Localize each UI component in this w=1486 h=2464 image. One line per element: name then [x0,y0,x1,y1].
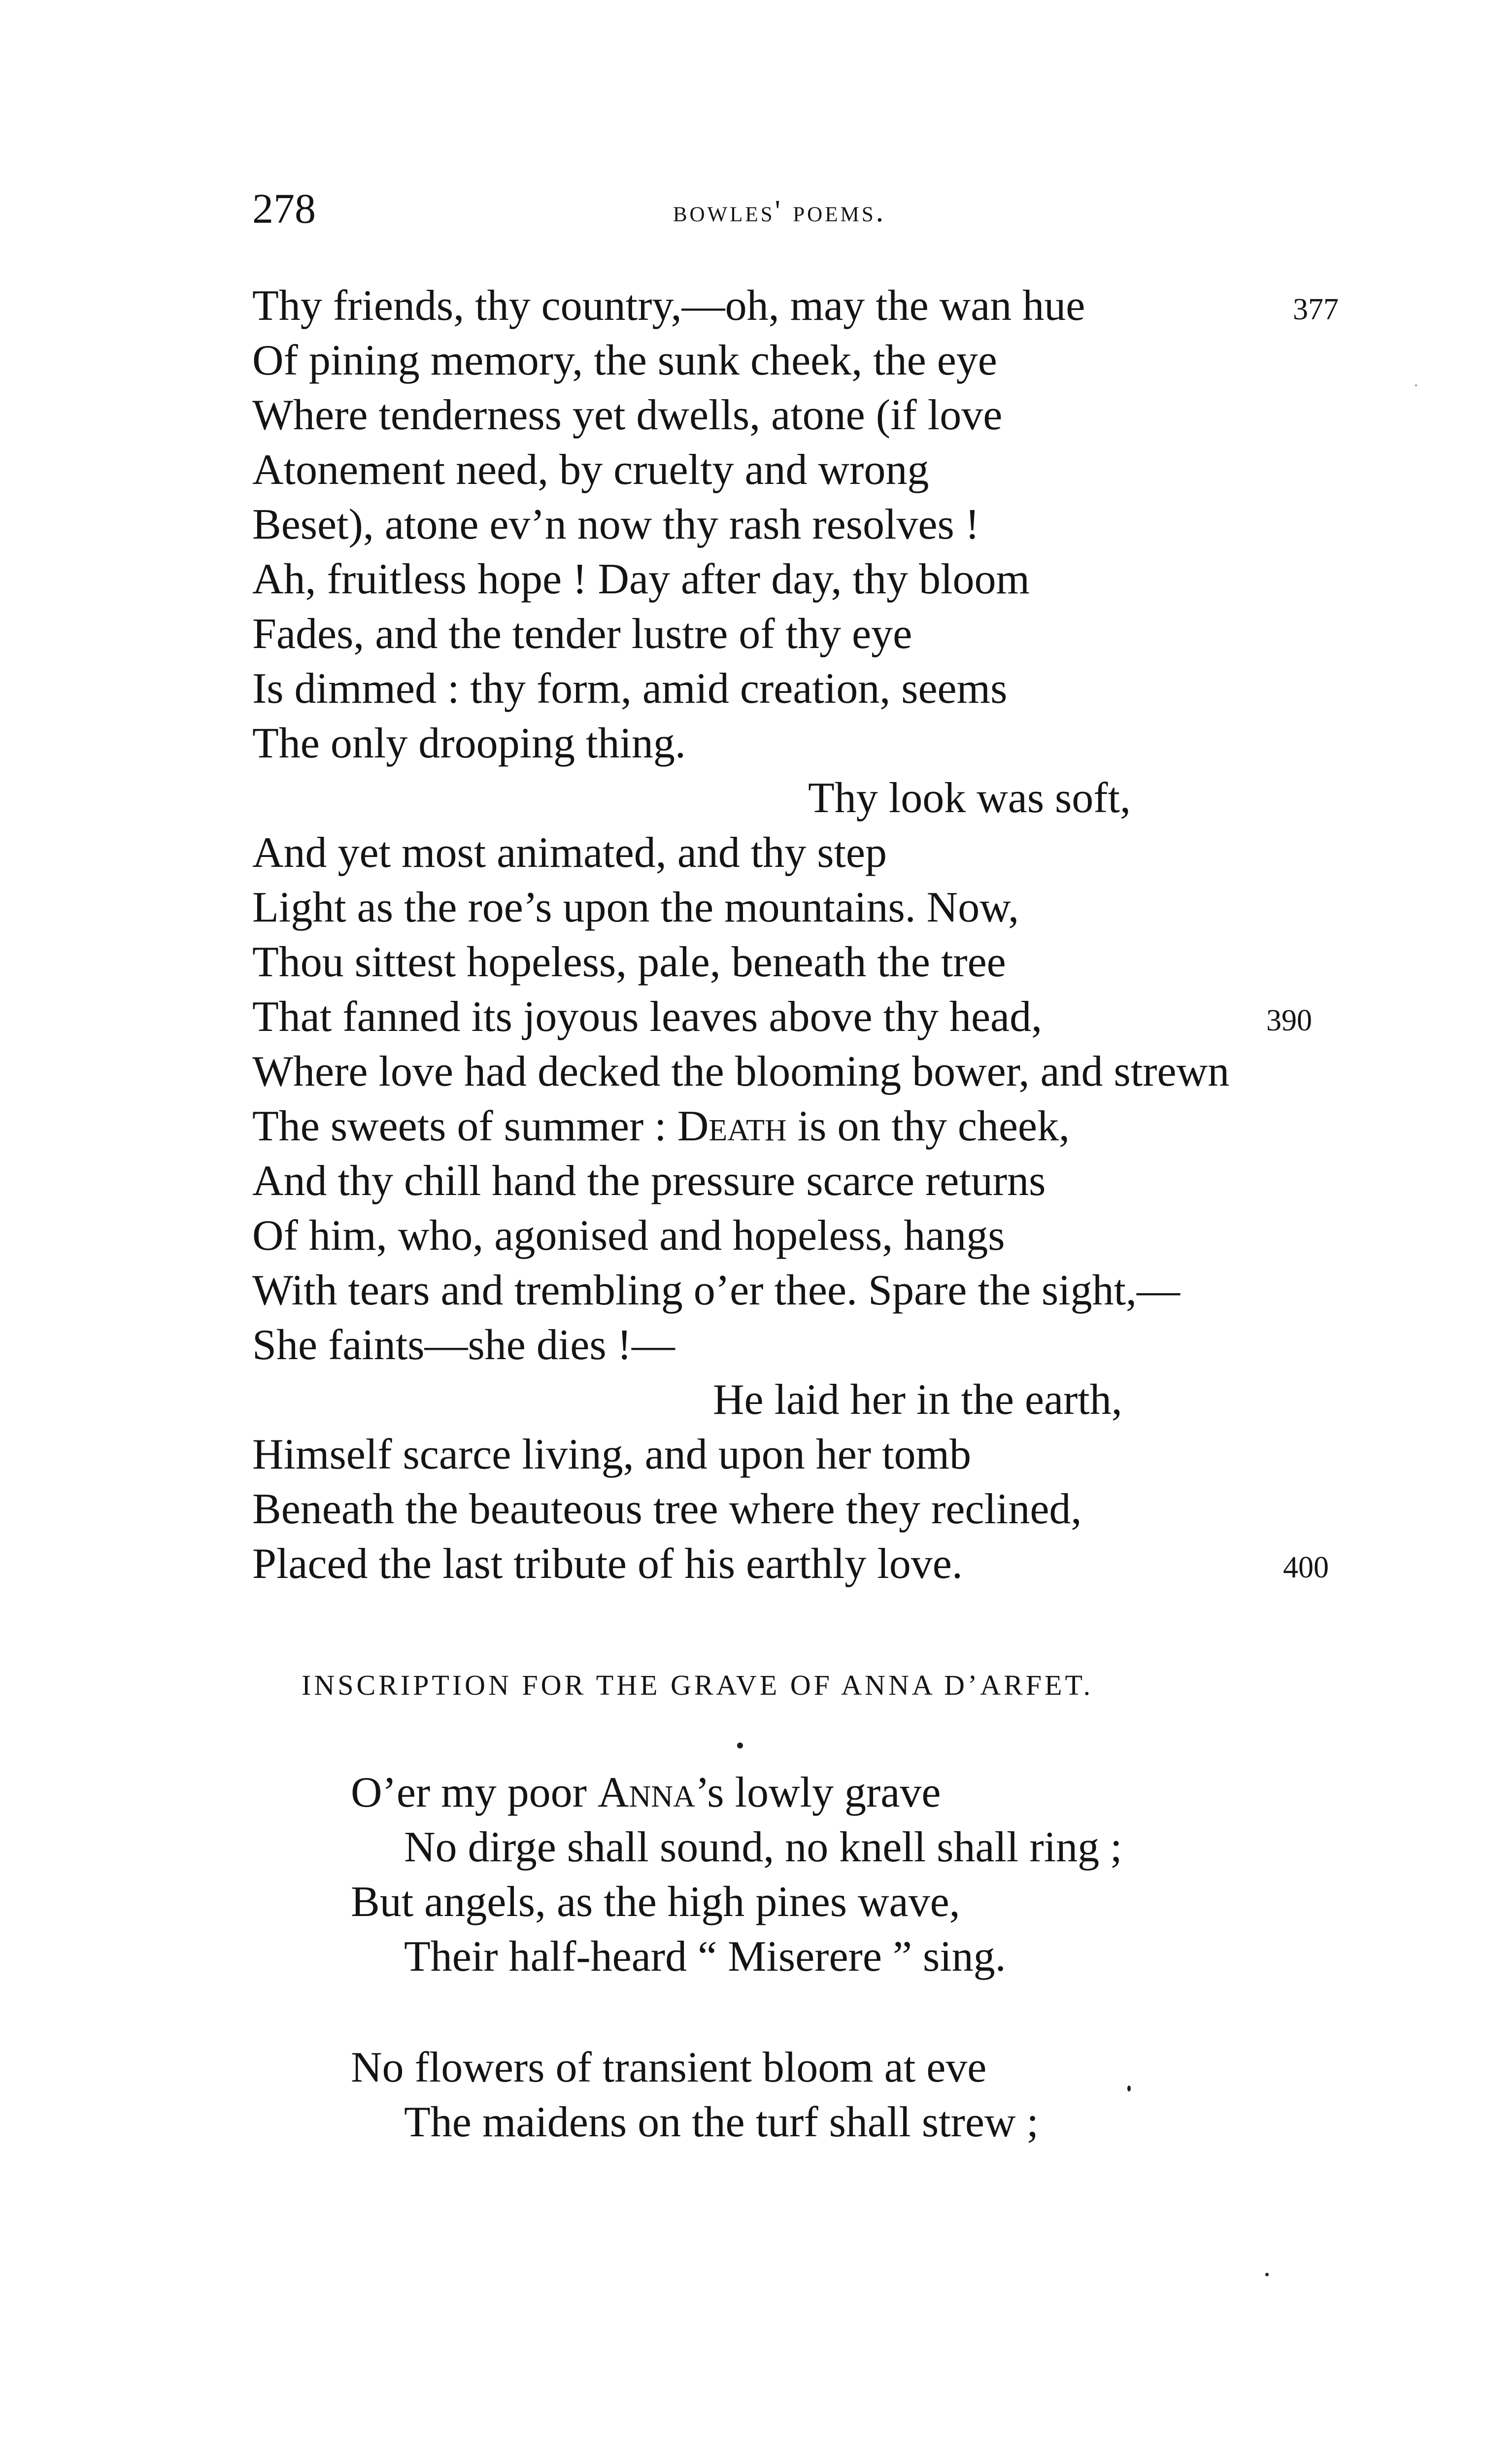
ink-speck [1415,384,1417,386]
verse-line-text: Himself scarce living, and upon her tomb [252,1431,971,1478]
stanza-line [351,1929,1336,1984]
verse-line-text: Light as the roe’s upon the mountains. Now, [252,884,1019,931]
verse-line [252,497,1317,552]
verse-line-text: Ah, fruitless hope ! Day after day, thy bloom [252,555,1030,603]
verse-line-text: is on thy cheek, [786,1102,1070,1150]
verse-line-text: That fanned its joyous leaves above thy head, [252,993,1043,1041]
verse-line-text: Atonement need, by cruelty and wrong [252,446,929,494]
verse-line [252,661,1317,716]
verse-line-text: Of pining memory, the sunk cheek, the eye [252,337,997,384]
verse-line [252,825,1317,880]
verse-line [252,990,1317,1044]
verse-line-text: She faints—she dies !— [252,1321,675,1369]
verse-line-text: Where tenderness yet dwells, atone (if love [252,391,1003,439]
verse-line [252,1263,1317,1318]
verse-line-text: The sweets of summer : [252,1102,677,1150]
verse-line-text: Thy look was soft, [808,774,1131,822]
page-number: 278 [252,185,316,232]
verse-line-text: Is dimmed : thy form, amid creation, seems [252,665,1008,713]
verse-line [252,278,1339,333]
line-number: 377 [1293,293,1339,326]
verse-line [252,716,1317,771]
small-caps-word: Anna [597,1769,695,1816]
running-title: bowles' poems. [673,195,886,228]
verse-line [252,607,1317,661]
ink-speck [1127,2086,1131,2091]
verse-line [252,388,1317,443]
ink-speck [1265,2273,1269,2276]
verse-line-text: Thou sittest hopeless, pale, beneath the tree [252,938,1006,986]
stanza-line-text: The maidens on the turf shall strew ; [404,2098,1039,2146]
verse-line [252,880,1317,935]
stanza-line [351,1875,1336,1929]
section-title: INSCRIPTION FOR THE GRAVE OF ANNA D’ARFET. [302,1669,1094,1701]
verse-line [252,1154,1317,1208]
stanza-line-text: Their half-heard “ Miserere ” sing. [404,1933,1006,1981]
ink-speck [737,1743,743,1748]
stanza-line-text: But angels, as the high pines wave, [351,1878,960,1926]
verse-line-text: And thy chill hand the pressure scarce returns [252,1157,1046,1205]
poem-verse [252,278,1339,1591]
stanza-line-text: No dirge shall sound, no knell shall ring ; [404,1823,1122,1871]
verse-line [252,1482,1317,1537]
stanza-1 [351,1765,1336,1984]
verse-line-text: And yet most animated, and thy step [252,829,887,877]
stanza-line [351,1765,1336,1820]
verse-line-text: Of him, who, agonised and hopeless, hangs [252,1212,1005,1260]
verse-line-text: With tears and trembling o’er thee. Spare the sight,— [252,1266,1181,1314]
verse-line [252,1099,1317,1154]
verse-line-text: Fades, and the tender lustre of thy eye [252,610,912,658]
verse-line-text: Thy friends, thy country,—oh, may the wan hue [252,282,1085,330]
small-caps-word: Death [677,1102,787,1150]
page-header [252,181,1307,236]
verse-line-text: Placed the last tribute of his earthly love. [252,1540,963,1588]
verse-line [252,1537,1329,1591]
stanza-line-text: O’er my poor [351,1769,598,1816]
line-number: 400 [1283,1551,1329,1584]
verse-line [252,1372,1317,1427]
stanza-line [351,2040,1336,2095]
verse-line [252,1318,1317,1372]
verse-line [252,771,1317,825]
stanza-2 [351,2040,1336,2150]
line-number: 390 [1266,1004,1312,1037]
verse-line [252,1044,1317,1099]
stanza-line [351,2095,1336,2150]
verse-line [252,552,1317,607]
verse-line-text: The only drooping thing. [252,719,686,767]
verse-line-text: Beneath the beauteous tree where they reclined, [252,1485,1082,1533]
verse-line [252,935,1317,990]
verse-line [252,333,1317,388]
stanza-line-text: ’s lowly grave [695,1769,941,1816]
stanza-line-text: No flowers of transient bloom at eve [351,2044,987,2091]
verse-line [252,1208,1317,1263]
verse-line-text: Beset), atone ev’n now thy rash resolves ! [252,501,980,548]
stanza-line [351,1820,1336,1875]
verse-line [252,443,1317,497]
verse-line [252,1427,1317,1482]
verse-line-text: He laid her in the earth, [713,1376,1122,1424]
verse-line-text: Where love had decked the blooming bower, and strewn [252,1048,1230,1095]
